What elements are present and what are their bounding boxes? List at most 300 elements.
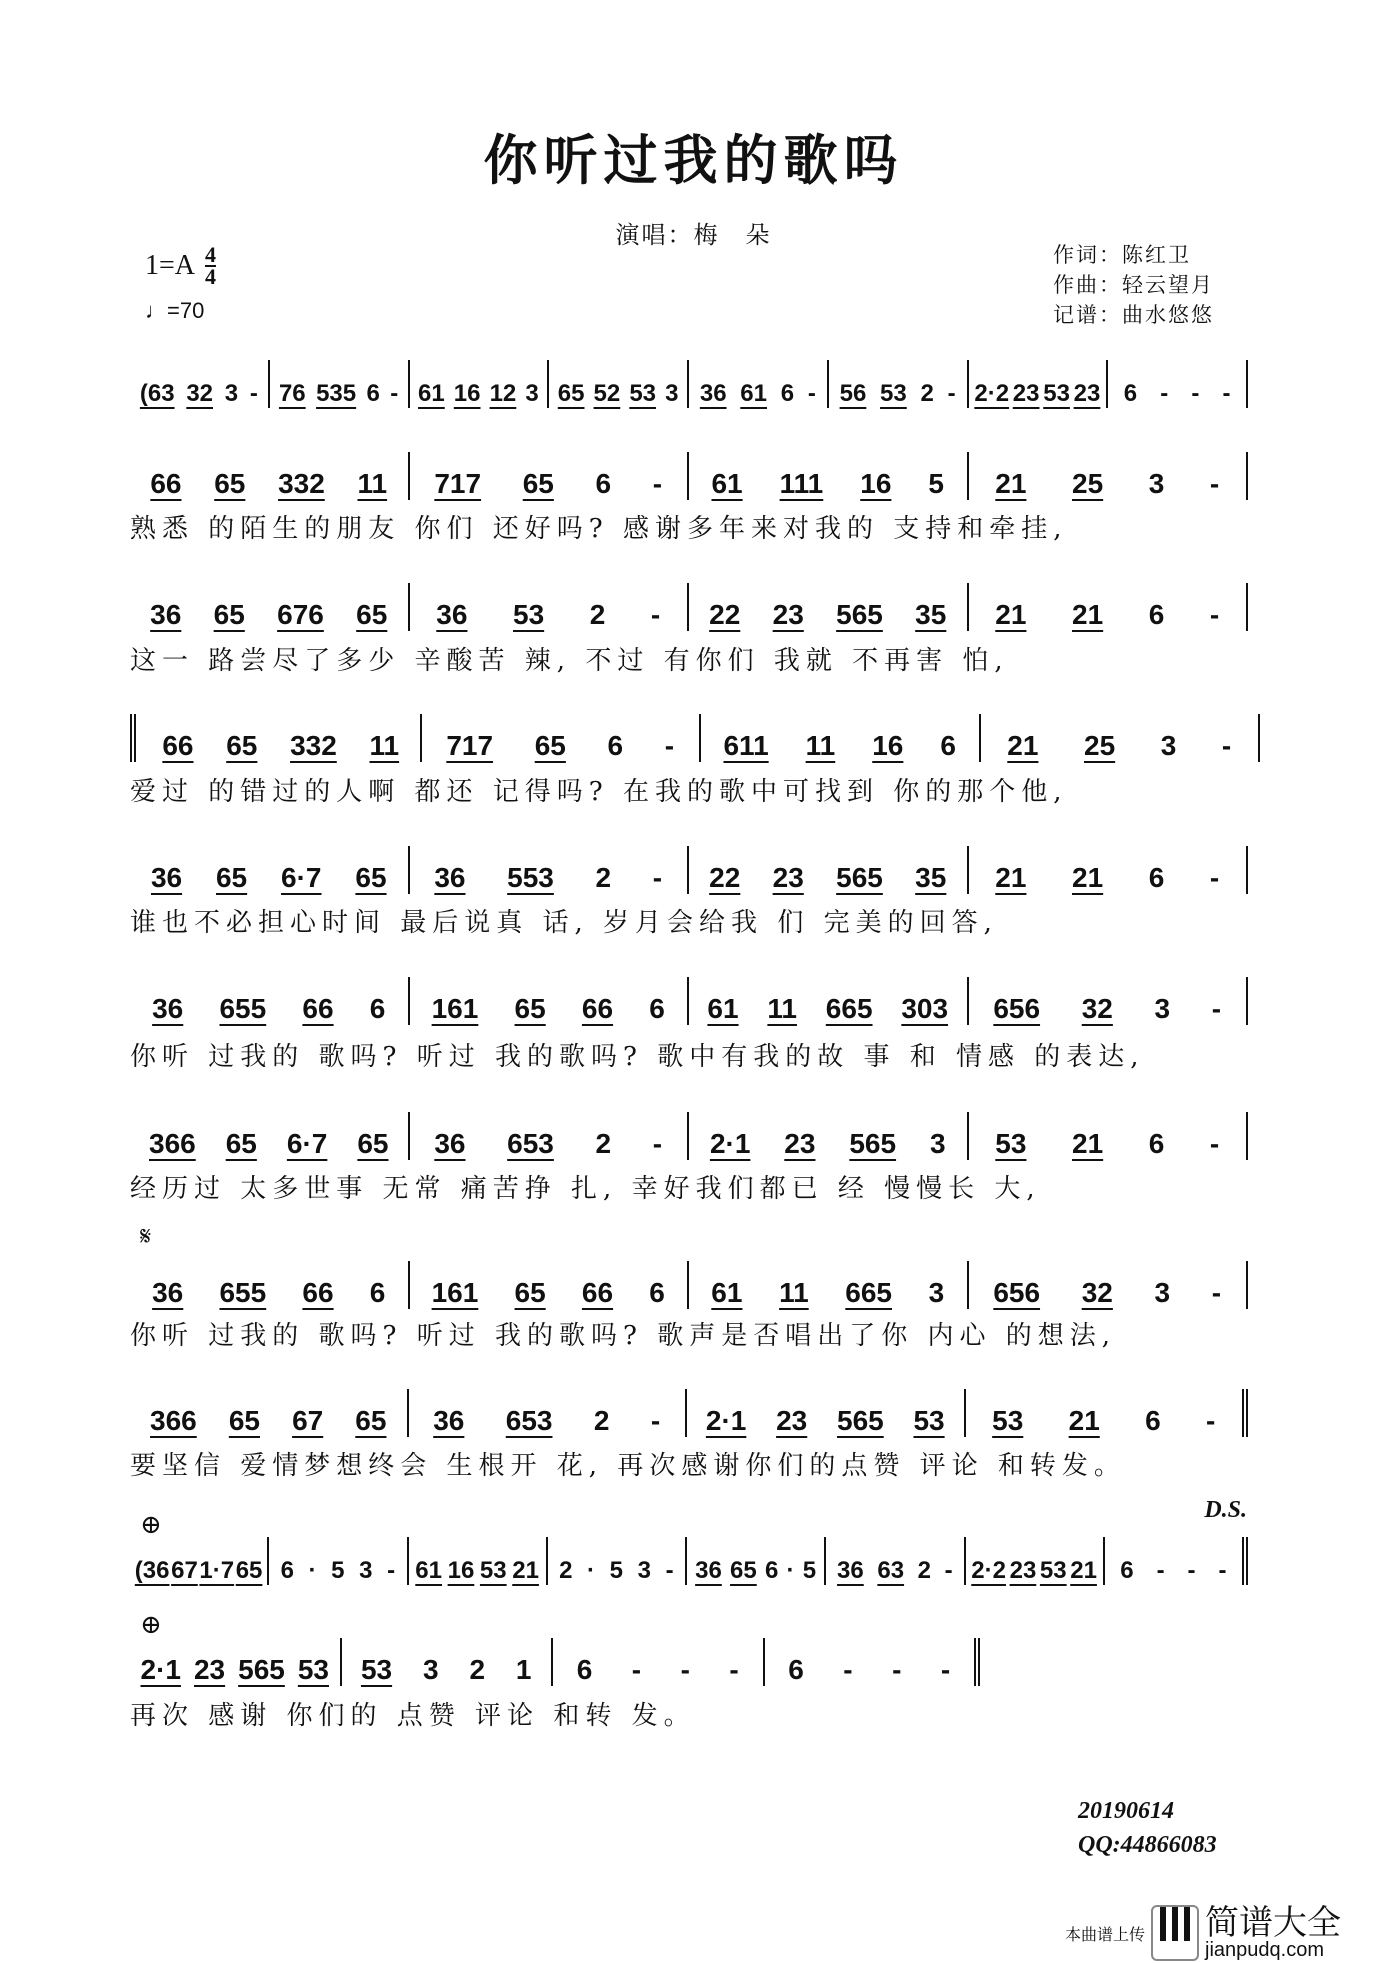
note-group: 22 (709, 862, 741, 893)
note-group: 656 (993, 993, 1041, 1024)
note-group: 665 (845, 1277, 892, 1308)
note-group: - (940, 1654, 951, 1685)
note-group: 36 (150, 599, 182, 630)
note-group: 11 (369, 730, 400, 761)
tempo: ♩=70 (145, 298, 205, 323)
ds-marking: D.S. (1204, 1497, 1247, 1523)
note-group: 21 (1072, 1128, 1104, 1159)
measure (130, 977, 410, 1025)
note-group: 36 (695, 1557, 722, 1584)
lyric-line: 谁也不必担心时间 最后说真 话, 岁月会给我 们 完美的回答, (130, 908, 998, 938)
note-group: 11 (767, 993, 797, 1024)
note-group: 66 (581, 993, 614, 1024)
note-group: - (1209, 468, 1220, 499)
measure (969, 846, 1249, 894)
note-group: 6 (649, 1277, 665, 1308)
coda-sign-2: ⊕ (140, 1610, 162, 1640)
note-group: 53 (992, 1405, 1024, 1436)
note-group: 36 (837, 1557, 864, 1584)
note-group: 3 (928, 1277, 945, 1308)
note-group: - (843, 1654, 853, 1685)
note-group: (63 (139, 380, 175, 407)
composer: 作曲：轻云望月 (1053, 273, 1214, 297)
staff-line (130, 714, 1260, 762)
measure (826, 1537, 965, 1585)
measure (689, 1261, 969, 1309)
measure (1108, 360, 1248, 408)
note-group: 16 (872, 730, 904, 761)
note-group: 21 (1068, 1405, 1100, 1436)
note-group: 53 (1043, 380, 1070, 407)
note-group: 65 (514, 1277, 546, 1308)
note-group: 53 (513, 599, 545, 630)
staff-line (130, 1261, 1248, 1309)
note-group: - (807, 380, 816, 407)
note-group: 11 (357, 468, 388, 499)
note-group: 21 (995, 862, 1027, 893)
note-group: 6 (1145, 1405, 1161, 1436)
note-group: 161 (431, 1277, 479, 1308)
note-group: 53 (995, 1128, 1027, 1159)
note-group: 16 (453, 380, 481, 407)
note-group: (36 (134, 1557, 170, 1584)
note-group: 53 (629, 380, 657, 407)
note-group: 565 (238, 1654, 285, 1685)
measure (130, 360, 270, 408)
time-signature (205, 242, 217, 289)
note-group: - (1191, 380, 1200, 407)
measure (689, 977, 969, 1025)
note-group: 25 (1072, 468, 1104, 499)
note-group: 553 (507, 862, 554, 893)
note-group: 6 (649, 993, 665, 1024)
interlude-staff (130, 1537, 1248, 1585)
note-group: - (1211, 1277, 1222, 1308)
note-group: - (1156, 1557, 1165, 1584)
note-group: 2·2 (971, 1557, 1006, 1584)
note-group: · (308, 1557, 317, 1584)
measure (142, 714, 422, 762)
note-group: 12 (489, 380, 517, 407)
note-group: - (1222, 380, 1231, 407)
note-group: 1 (515, 1654, 532, 1685)
note-group: 653 (505, 1405, 553, 1436)
note-group: 53 (297, 1654, 329, 1685)
note-group: 36 (152, 993, 184, 1024)
measure (689, 452, 969, 500)
date: 20190614 (1078, 1798, 1174, 1824)
measure (270, 360, 410, 408)
note-group: 2 (589, 599, 606, 630)
watermark-brand: 简谱大全 (1205, 1903, 1342, 1943)
coda-lyric: 再次 感谢 你们的 点赞 评论 和转 发。 (130, 1701, 696, 1731)
note-group: 65 (215, 862, 248, 893)
note-group: 53 (1039, 1557, 1067, 1584)
note-group: · (786, 1557, 795, 1584)
note-group: - (892, 1654, 902, 1685)
note-group: 3 (1154, 993, 1171, 1024)
note-group: 655 (219, 1277, 267, 1308)
note-group: 2·1 (709, 1128, 751, 1159)
note-group: - (1205, 1405, 1216, 1436)
watermark-site: jianpudq.com (1205, 1939, 1324, 1961)
measure (969, 977, 1249, 1025)
note-group: - (1221, 730, 1232, 761)
measure (410, 360, 550, 408)
lyric-line: 你听 过我的 歌吗? 听过 我的歌吗? 歌中有我的故 事 和 情感 的表达, (130, 1042, 1145, 1072)
note-group: 65 (225, 1128, 257, 1159)
note-group: 2 (469, 1654, 486, 1685)
note-group: 2 (920, 380, 934, 407)
note-group: 16 (447, 1557, 475, 1584)
measure (829, 360, 969, 408)
note-group: 3 (525, 380, 539, 407)
time-bottom: 4 (205, 264, 217, 289)
measure (130, 1638, 342, 1686)
note-group: 65 (557, 380, 585, 407)
note-group: 3 (1148, 468, 1165, 499)
measure (410, 846, 690, 894)
note-group: 32 (186, 380, 214, 407)
note-group: 161 (431, 993, 479, 1024)
note-group: 5 (928, 468, 944, 499)
note-group: 23 (772, 599, 804, 630)
measure (689, 846, 969, 894)
measure (981, 714, 1261, 762)
note-group: 2 (593, 1405, 610, 1436)
note-group: 23 (784, 1128, 816, 1159)
note-group: - (1218, 1557, 1227, 1584)
lyric-line: 爱过 的错过的人啊 都还 记得吗? 在我的歌中可找到 你的那个他, (130, 777, 1068, 807)
note-group: 36 (150, 862, 183, 893)
measure (130, 452, 410, 500)
measure (410, 1112, 690, 1160)
note-group: 65 (522, 468, 554, 499)
note-group: 3 (929, 1128, 946, 1159)
lyric-line: 这一 路尝尽了多少 辛酸苦 辣, 不过 有你们 我就 不再害 怕, (130, 646, 1009, 676)
note-group: 65 (355, 1405, 387, 1436)
note-group: - (652, 1128, 663, 1159)
note-group: 332 (278, 468, 325, 499)
staff-line (130, 452, 1248, 500)
measure (130, 583, 410, 631)
note-group: - (652, 468, 663, 499)
coda-sign: ⊕ (140, 1510, 162, 1540)
note-group: 611 (723, 730, 769, 761)
note-group: 36 (152, 1277, 184, 1308)
note-group: 65 (228, 1405, 260, 1436)
note-group: 6 (780, 380, 795, 407)
measure (409, 1389, 688, 1437)
note-group: 65 (730, 1557, 757, 1584)
measure (342, 1638, 554, 1686)
time-top: 4 (205, 242, 217, 267)
note-group: 2·2 (974, 380, 1010, 407)
note-group: 21 (1070, 1557, 1097, 1584)
coda-staff (130, 1638, 980, 1686)
measure (969, 360, 1109, 408)
note-group: 23 (1009, 1557, 1037, 1584)
measure (422, 714, 702, 762)
note-group: 66 (302, 1277, 334, 1308)
note-group: 67 (292, 1405, 324, 1436)
note-group: 25 (1084, 730, 1116, 761)
note-group: 6·7 (281, 862, 322, 893)
note-group: 36 (434, 862, 466, 893)
measure (969, 1261, 1249, 1309)
staff-line (130, 583, 1248, 631)
measure (409, 1537, 548, 1585)
note-group: 21 (1072, 862, 1104, 893)
note-group: 676 (277, 599, 324, 630)
measure (130, 1261, 410, 1309)
note-group: 2 (595, 862, 612, 893)
measure (269, 1537, 408, 1585)
note-group: - (387, 1557, 396, 1584)
note-group: 656 (993, 1277, 1041, 1308)
measure (130, 1389, 409, 1437)
note-group: 21 (995, 468, 1027, 499)
note-group: · (587, 1557, 596, 1584)
note-group: 2 (595, 1128, 612, 1159)
note-group: 23 (772, 862, 804, 893)
note-group: 35 (915, 862, 947, 893)
note-group: 6 (607, 730, 624, 761)
note-group: 53 (913, 1405, 945, 1436)
note-group: 332 (290, 730, 337, 761)
measure (689, 1112, 969, 1160)
note-group: 6 (1148, 1128, 1165, 1159)
qq-number: QQ:44866083 (1078, 1832, 1217, 1858)
note-group: 366 (149, 1128, 196, 1159)
note-group: 66 (150, 468, 182, 499)
note-group: 36 (434, 1128, 466, 1159)
note-group: 56 (839, 380, 867, 407)
note-group: 5 (331, 1557, 345, 1584)
measure (701, 714, 981, 762)
note-group: 565 (837, 1405, 884, 1436)
note-group: - (944, 1557, 953, 1584)
measure (969, 452, 1249, 500)
measure (130, 1112, 410, 1160)
note-group: 65 (226, 730, 258, 761)
note-group: 66 (581, 1277, 614, 1308)
note-group: 61 (415, 1557, 442, 1584)
note-group: 717 (446, 730, 494, 761)
note-group: 717 (434, 468, 482, 499)
note-group: 303 (901, 993, 949, 1024)
note-group: 6 (1148, 599, 1165, 630)
note-group: 1·7 (199, 1557, 235, 1584)
note-group: - (665, 1557, 674, 1584)
note-group: 6 (940, 730, 956, 761)
measure (1105, 1537, 1248, 1585)
note-group: 61 (418, 380, 445, 407)
note-group: 65 (514, 993, 546, 1024)
note-group: 36 (699, 380, 727, 407)
note-group: - (1209, 862, 1220, 893)
measure (549, 360, 689, 408)
watermark-text: 本曲谱上传 (1065, 1926, 1146, 1944)
measure (687, 1537, 826, 1585)
note-group: 61 (740, 380, 767, 407)
note-group: 6 (595, 468, 612, 499)
staff-line (130, 1389, 1248, 1437)
measure (969, 1112, 1249, 1160)
transcriber: 记谱：曲水悠悠 (1053, 303, 1214, 327)
note-group: 32 (1081, 1277, 1113, 1308)
note-group: 65 (356, 599, 388, 630)
note-group: 6 (280, 1557, 294, 1584)
note-group: 67 (171, 1557, 198, 1584)
note-group: 21 (1007, 730, 1039, 761)
note-group: 66 (162, 730, 194, 761)
measure (765, 1638, 981, 1686)
note-group: - (1211, 993, 1222, 1024)
note-group: 76 (278, 380, 306, 407)
staff-line (130, 977, 1248, 1025)
note-group: 665 (825, 993, 873, 1024)
note-group: 23 (776, 1405, 808, 1436)
lyric-line: 经历过 太多世事 无常 痛苦挣 扎, 幸好我们都已 经 慢慢长 大, (130, 1174, 1041, 1204)
note-group: - (664, 730, 675, 761)
note-group: 11 (805, 730, 836, 761)
note-group: 2 (917, 1557, 932, 1584)
note-group: 366 (150, 1405, 197, 1436)
note-group: 3 (665, 380, 679, 407)
note-group: 65 (355, 862, 387, 893)
note-group: - (1209, 599, 1220, 630)
measure (410, 977, 690, 1025)
note-group: 6 (576, 1654, 593, 1685)
singer: 演唱：梅 朵 (615, 221, 772, 249)
note-group: 53 (360, 1654, 393, 1685)
staff-line (130, 1112, 1248, 1160)
note-group: 3 (1160, 730, 1177, 761)
song-title: 你听过我的歌吗 (483, 129, 904, 192)
measure (548, 1537, 687, 1585)
note-group: 6 (1120, 1557, 1134, 1584)
note-group: 52 (593, 380, 621, 407)
note-group: 565 (849, 1128, 897, 1159)
note-group: 3 (637, 1557, 652, 1584)
lyric-line: 你听 过我的 歌吗? 听过 我的歌吗? 歌声是否唱出了你 内心 的想法, (130, 1321, 1116, 1351)
measure (410, 452, 690, 500)
note-group: 53 (880, 380, 907, 407)
note-group: 21 (995, 599, 1027, 630)
note-group: 23 (1012, 380, 1040, 407)
note-group: 6·7 (286, 1128, 328, 1159)
measure (966, 1537, 1105, 1585)
note-group: 61 (707, 993, 739, 1024)
key: 1=A (145, 250, 196, 281)
note-group: 6 (1148, 862, 1165, 893)
note-group: 11 (779, 1277, 809, 1308)
note-group: - (729, 1654, 739, 1685)
key-signature (145, 242, 217, 289)
note-group: 61 (711, 468, 743, 499)
note-group: - (947, 380, 956, 407)
note-group: 6 (764, 1557, 779, 1584)
note-group: 16 (860, 468, 892, 499)
note-group: 65 (357, 1128, 389, 1159)
note-group: 21 (1072, 599, 1104, 630)
piano-icon (1151, 1905, 1199, 1961)
note-group: - (680, 1654, 690, 1685)
note-group: 655 (219, 993, 267, 1024)
note-group: - (650, 1405, 661, 1436)
note-group: 565 (836, 599, 883, 630)
lyric-line: 要坚信 爱情梦想终会 生根开 花, 再次感谢你们的点赞 评论 和转发。 (130, 1451, 1126, 1481)
note-group: 22 (709, 599, 741, 630)
measure (410, 583, 690, 631)
segno-sign: 𝄋 (140, 1222, 152, 1252)
note-group: 2 (559, 1557, 573, 1584)
note-group: 61 (711, 1277, 743, 1308)
note-group: 111 (779, 468, 824, 499)
note-group: 3 (359, 1557, 373, 1584)
note-group: 5 (609, 1557, 624, 1584)
intro-staff (130, 360, 1248, 408)
note-group: - (652, 862, 663, 893)
note-group: 53 (479, 1557, 507, 1584)
note-group: 65 (214, 468, 246, 499)
note-group: 5 (802, 1557, 817, 1584)
note-group: 23 (193, 1654, 226, 1685)
note-group: 32 (1081, 993, 1113, 1024)
note-group: 65 (534, 730, 566, 761)
measure (687, 1389, 966, 1437)
measure (130, 1537, 269, 1585)
measure (966, 1389, 1249, 1437)
note-group: 3 (224, 380, 239, 407)
note-group: 23 (1073, 380, 1101, 407)
note-group: - (650, 599, 661, 630)
note-group: - (1209, 1128, 1220, 1159)
measure (410, 1261, 690, 1309)
note-group: 36 (433, 1405, 465, 1436)
measure (553, 1638, 765, 1686)
note-group: 6 (788, 1654, 804, 1685)
watermark-logo (1065, 1905, 1341, 1961)
note-group: 565 (836, 862, 883, 893)
note-group: 35 (915, 599, 947, 630)
note-group: 6 (366, 380, 380, 407)
credits (1053, 240, 1214, 330)
note-group: 2·1 (140, 1654, 181, 1685)
measure (130, 846, 410, 894)
note-group: 3 (1154, 1277, 1171, 1308)
measure (689, 360, 829, 408)
lyricist: 作词：陈红卫 (1053, 243, 1191, 267)
note-group: 63 (877, 1557, 905, 1584)
note-group: 65 (213, 599, 245, 630)
note-group: 6 (1123, 380, 1138, 407)
note-group: 6 (369, 1277, 386, 1308)
staff-line (130, 846, 1248, 894)
note-group: - (249, 380, 258, 407)
note-group: 653 (507, 1128, 554, 1159)
note-group: 3 (422, 1654, 439, 1685)
note-group: - (1160, 380, 1169, 407)
note-group: - (631, 1654, 642, 1685)
note-group: - (1187, 1557, 1196, 1584)
note-group: 65 (235, 1557, 263, 1584)
note-group: 66 (302, 993, 334, 1024)
note-group: 36 (436, 599, 468, 630)
measure (969, 583, 1249, 631)
note-group: 21 (512, 1557, 539, 1584)
